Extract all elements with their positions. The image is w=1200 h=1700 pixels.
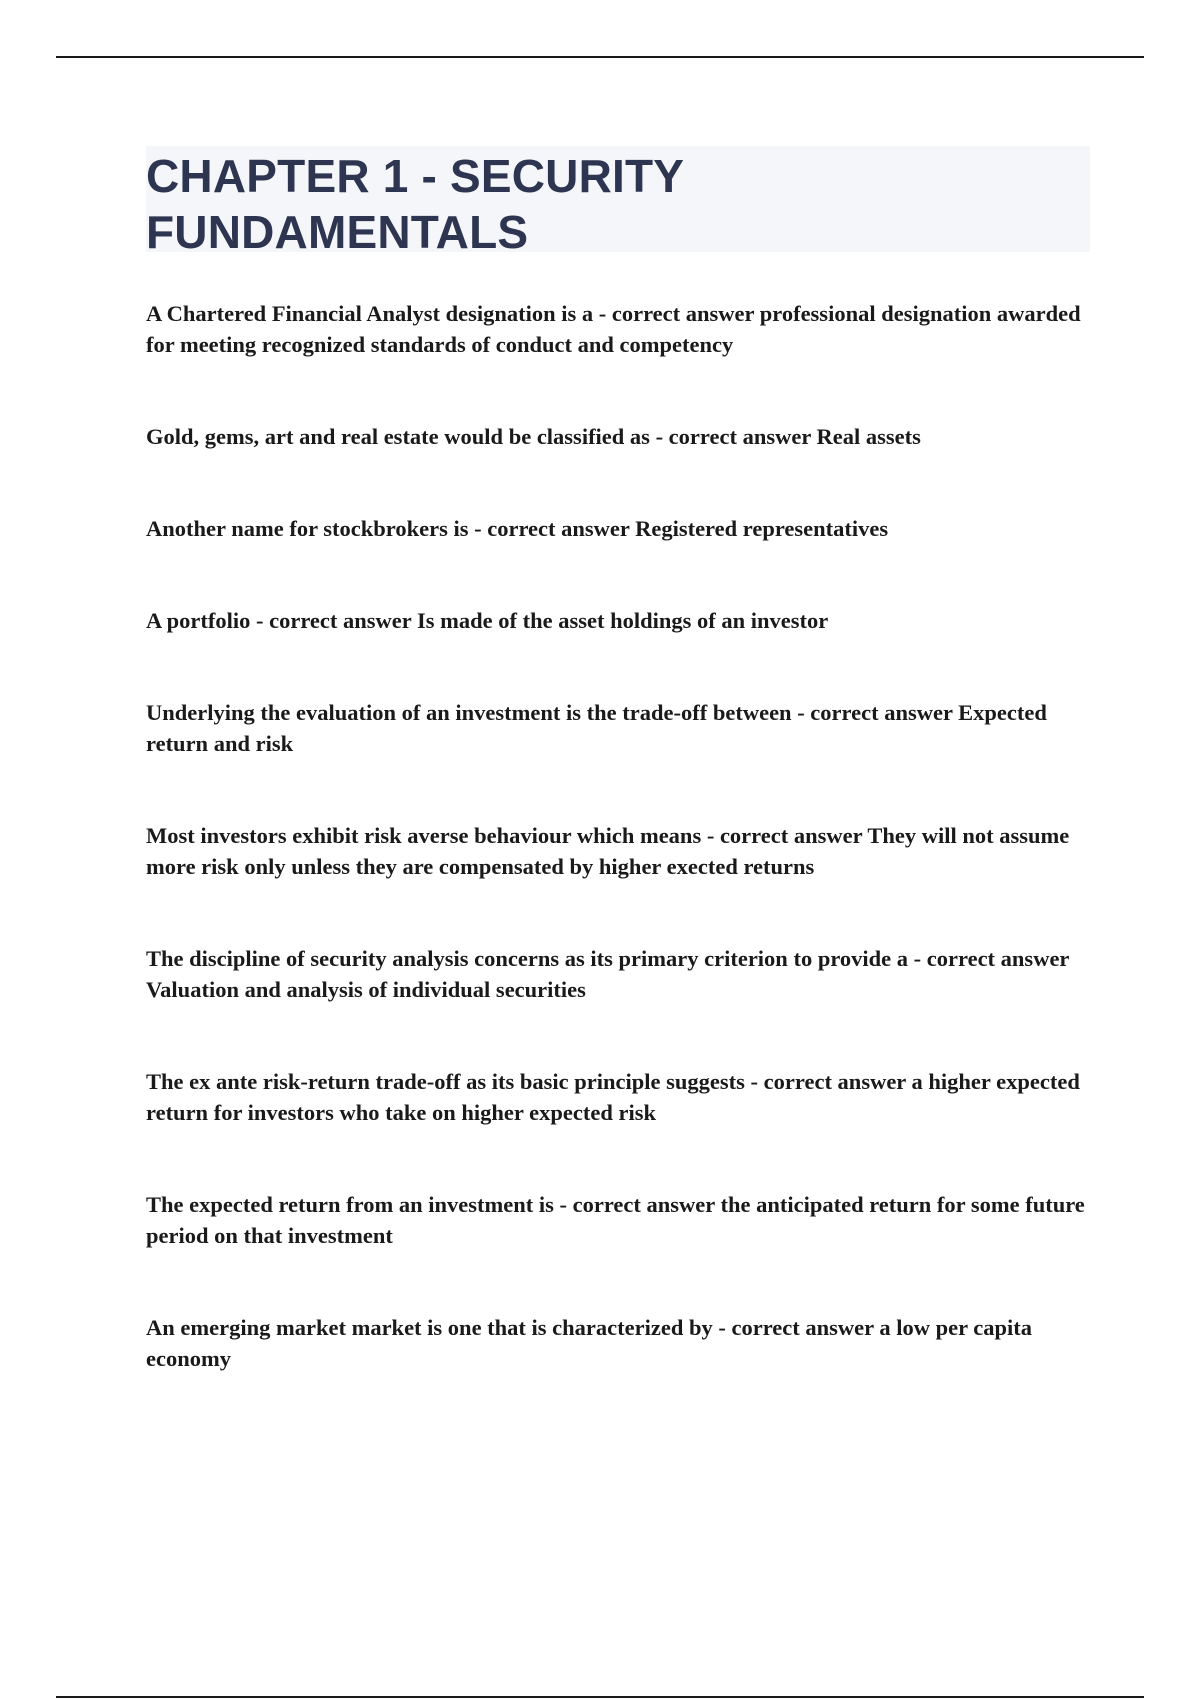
- qa-item: Most investors exhibit risk averse behaviour which means - correct answer They will not assume more risk only unless they are compensated by higher exected returns: [146, 823, 1070, 879]
- qa-item: Underlying the evaluation of an investment is the trade-off between - correct answer Expected return and risk: [146, 700, 1047, 756]
- qa-item: An emerging market market is one that is characterized by - correct answer a low per capita economy: [146, 1315, 1033, 1371]
- title-block: [146, 146, 1090, 258]
- qa-item: Gold, gems, art and real estate would be classified as - correct answer Real assets: [146, 424, 921, 449]
- qa-item: Another name for stockbrokers is - correct answer Registered representatives: [146, 516, 889, 541]
- qa-item: A Chartered Financial Analyst designation is a - correct answer professional designation awarded for meeting recognized standards of conduct and competency: [146, 301, 1081, 357]
- top-rule: [56, 56, 1144, 58]
- qa-item: The expected return from an investment is - correct answer the anticipated return for some future period on that investment: [146, 1192, 1085, 1248]
- bottom-rule: [56, 1696, 1144, 1698]
- qa-list: [146, 298, 1090, 1374]
- qa-item: The ex ante risk-return trade-off as its basic principle suggests - correct answer a higher expected return for investors who take on higher expected risk: [146, 1069, 1080, 1125]
- qa-item: The discipline of security analysis concerns as its primary criterion to provide a - correct answer Valuation and analysis of individual securities: [146, 946, 1070, 1002]
- document-body: [146, 146, 1090, 1435]
- page-title: CHAPTER 1 - SECURITY FUNDAMENTALS: [146, 150, 684, 258]
- qa-item: A portfolio - correct answer Is made of the asset holdings of an investor: [146, 608, 829, 633]
